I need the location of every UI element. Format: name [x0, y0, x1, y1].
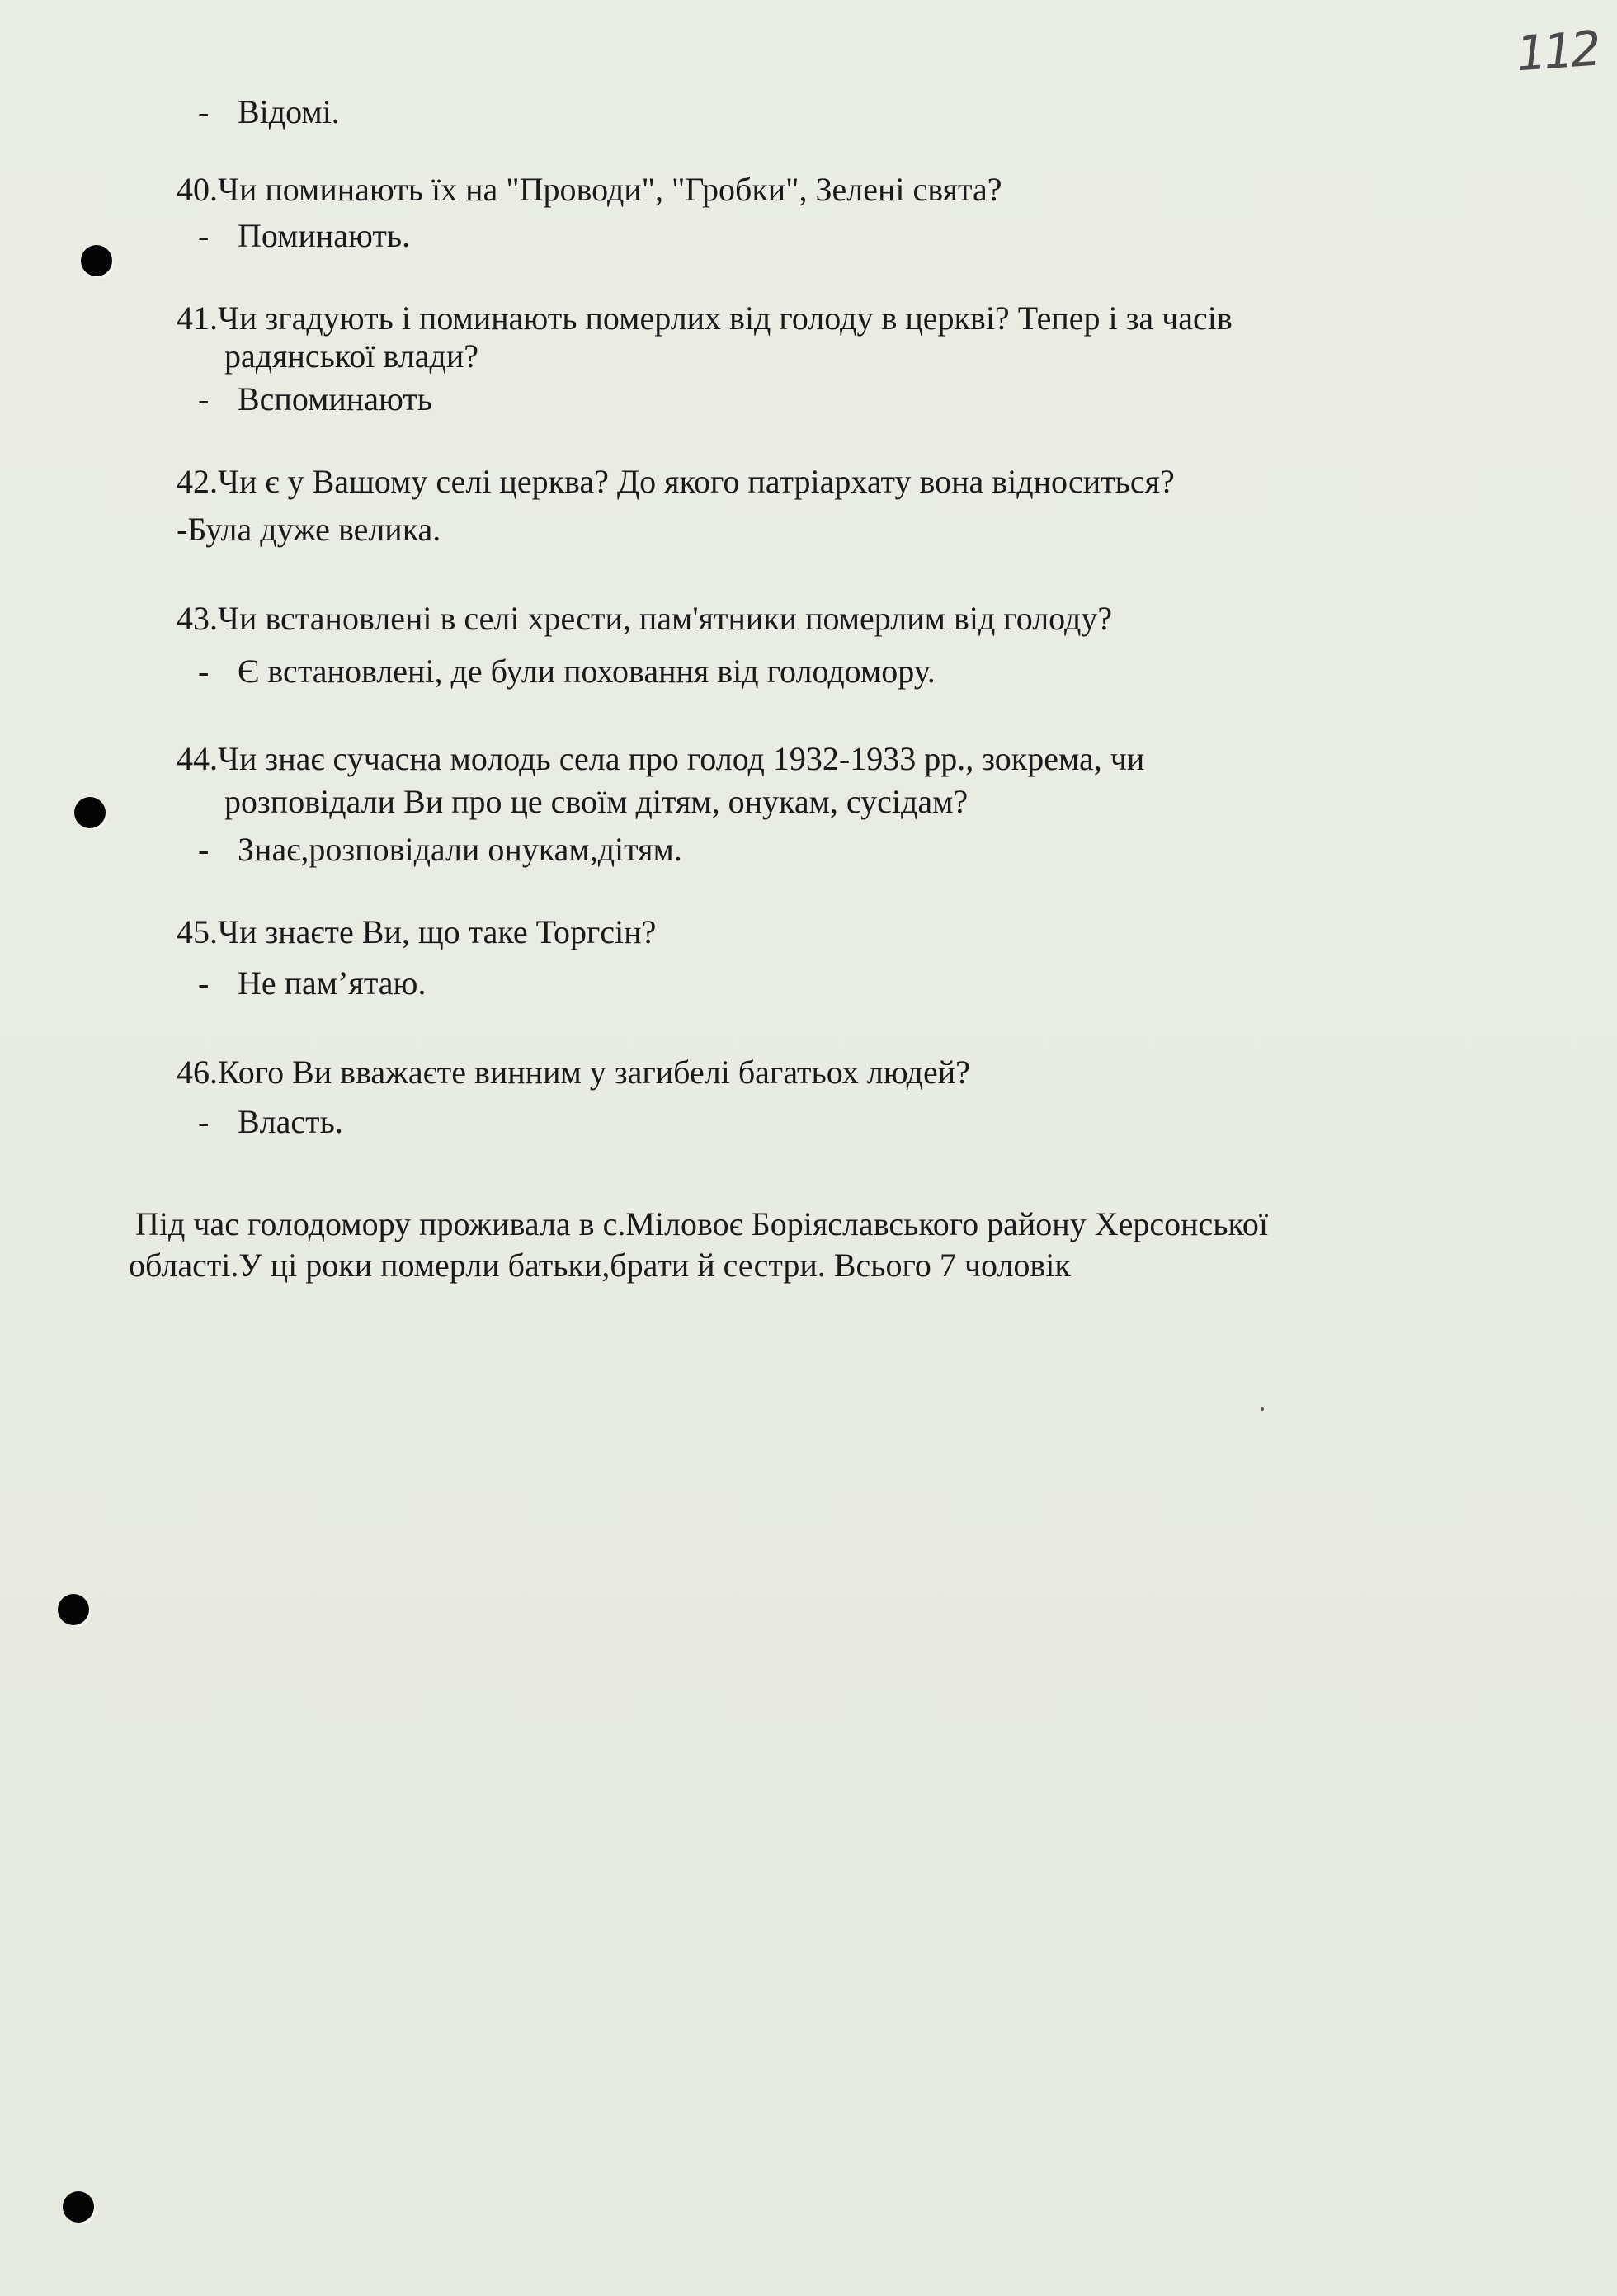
question-40: 40.Чи поминають їх на "Проводи", "Гробки", Зелені свята? — [177, 171, 1002, 208]
answer-text: Є встановлені, де були поховання від голодомору. — [238, 653, 936, 690]
question-46: 46.Кого Ви вважаєте винним у загибелі багатьох людей? — [177, 1054, 970, 1091]
answer-41 — [198, 380, 432, 419]
answer-text: Вспоминають — [238, 380, 433, 417]
punch-hole — [63, 2191, 94, 2223]
question-42: 42.Чи є у Вашому селі церква? До якого патріархату вона відноситься? — [177, 463, 1175, 500]
answer-45 — [198, 964, 426, 1003]
answer-text: Поминають. — [238, 217, 411, 254]
question-41: 41.Чи згадують і поминають померлих від голоду в церкві? Тепер і за часів — [177, 299, 1233, 337]
dash-marker: - — [198, 1103, 210, 1140]
dash-marker: - — [198, 653, 210, 690]
answer-text: Не пам’ятаю. — [238, 964, 427, 1002]
note-line: області.У ці роки померли батьки,брати й сестри. Всього 7 чоловік — [129, 1247, 1071, 1284]
answer-40 — [198, 216, 410, 256]
punch-hole — [74, 797, 106, 828]
punch-hole — [58, 1594, 89, 1625]
answer-text: Знає,розповідали онукам,дітям. — [238, 831, 682, 868]
punch-hole — [81, 245, 112, 276]
note-line: Під час голодомору проживала в с.Міловоє Боріяславського району Херсонської — [135, 1205, 1269, 1242]
dash-marker: - — [198, 964, 210, 1002]
question-45: 45.Чи знаєте Ви, що таке Торгсін? — [177, 913, 657, 950]
question-44-cont: розповідали Ви про це своїм дітям, онукам, сусідам? — [224, 783, 969, 820]
question-41-cont: радянської влади? — [224, 337, 479, 375]
dash-marker: - — [198, 93, 210, 130]
dash-marker: - — [198, 217, 210, 254]
intro-answer — [198, 92, 340, 132]
answer-46 — [198, 1102, 343, 1142]
dash-marker: - — [198, 831, 210, 868]
dash-marker: - — [198, 380, 210, 417]
question-44: 44.Чи знає сучасна молодь села про голод 1932-1933 рр., зокрема, чи — [177, 740, 1145, 777]
answer-42: -Була дуже велика. — [177, 511, 441, 548]
answer-text: Власть. — [238, 1103, 343, 1140]
question-43: 43.Чи встановлені в селі хрести, пам'ятники померлим від голоду? — [177, 600, 1113, 637]
page-number: 112 — [1514, 20, 1600, 83]
answer-44 — [198, 830, 682, 870]
dust-speck — [1261, 1407, 1264, 1411]
answer-text: Відомі. — [238, 93, 340, 130]
answer-43 — [198, 652, 936, 691]
